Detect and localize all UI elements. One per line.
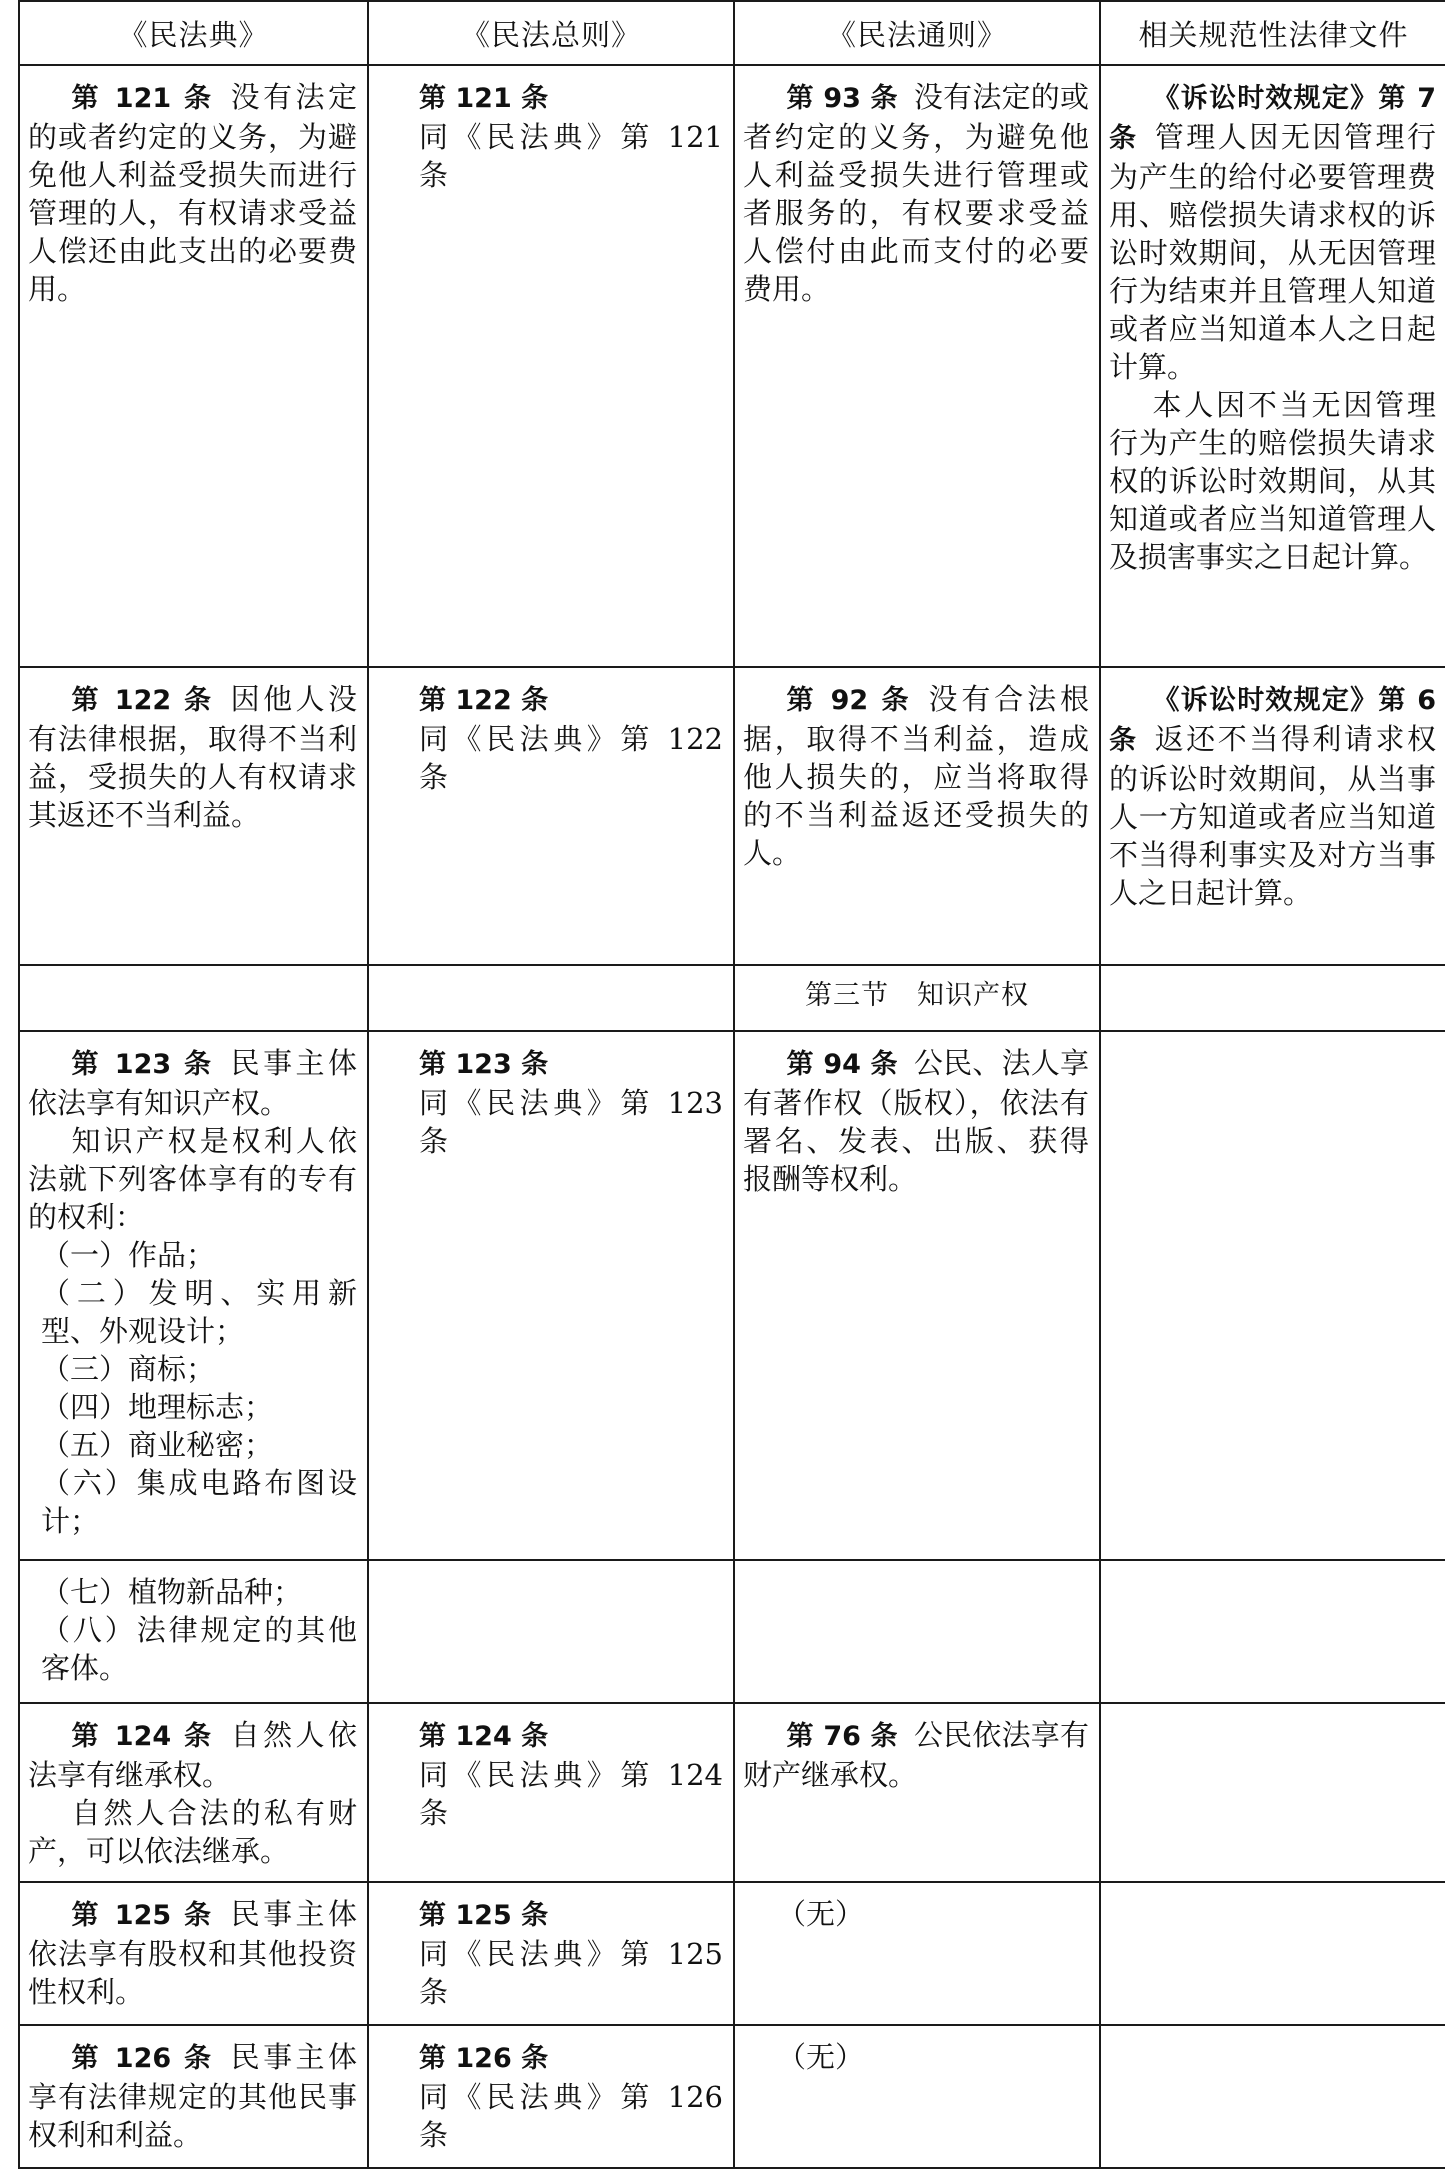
cross-reference: 同《民法典》第 123 条: [419, 1086, 723, 1158]
article-number: 第 126 条: [71, 2043, 215, 2074]
cross-reference: 同《民法典》第 126 条: [419, 2080, 723, 2152]
article-text: 知识产权是权利人依法就下列客体享有的专有的权利：: [28, 1124, 357, 1234]
list-item: （四）地理标志；: [41, 1390, 274, 1424]
table-row: [19, 667, 1445, 965]
article-number: 第 93 条: [786, 83, 898, 114]
cross-reference: 同《民法典》第 124 条: [419, 1758, 723, 1830]
cell-general-rules: [368, 1703, 734, 1882]
cell-empty: [1100, 2025, 1445, 2168]
article-number: 第 125 条: [419, 1900, 549, 1931]
cell-civil-code: [19, 1882, 368, 2025]
cell-related-documents: [1100, 667, 1445, 965]
table-row: [19, 1560, 1445, 1703]
article-number: 第 122 条: [419, 685, 549, 716]
list-item: （一）作品；: [41, 1238, 216, 1272]
article-text: 因他人没有法律根据，取得不当利益，受损失的人有权请求其返还不当利益。: [28, 682, 357, 832]
list-item: （五）商业秘密；: [41, 1428, 274, 1462]
cell-civil-code: [19, 1703, 368, 1882]
cell-general-principles: [734, 65, 1100, 667]
table-row: [19, 2025, 1445, 2168]
cell-general-rules: [368, 1882, 734, 2025]
article-text: 没有法定的或者约定的义务，为避免他人利益受损失而进行管理的人，有权请求受益人偿还由此支出的必要费用。: [28, 80, 357, 306]
list-item: （七）植物新品种；: [41, 1575, 303, 1609]
cell-general-principles: [734, 1703, 1100, 1882]
cell-related-documents: [1100, 65, 1445, 667]
article-number: 第 126 条: [419, 2043, 549, 2074]
document-text: 返还不当得利请求权的诉讼时效期间，从当事人一方知道或者应当知道不当得利事实及对方当事人之日起计算。: [1109, 722, 1436, 910]
article-number: 第 123 条: [71, 1049, 215, 1080]
cell-empty: [1100, 1031, 1445, 1560]
header-row: [19, 1, 1445, 65]
cell-civil-code: [19, 667, 368, 965]
cell-empty: [19, 965, 368, 1031]
cross-reference: 同《民法典》第 125 条: [419, 1937, 723, 2009]
cell-general-rules: [368, 65, 734, 667]
document-text: 管理人因无因管理行为产生的给付必要管理费用、赔偿损失请求权的诉讼时效期间，从无因管理行为结束并且管理人知道或者应当知道本人之日起计算。: [1109, 120, 1436, 384]
article-number: 第 125 条: [71, 1900, 215, 1931]
document-reference: 《诉讼时效规定》第 7 条: [1109, 83, 1436, 154]
list-item: （二）发明、实用新型、外观设计；: [41, 1276, 357, 1348]
table-row: [19, 1703, 1445, 1882]
cell-civil-code: [19, 65, 368, 667]
article-text: 自然人合法的私有财产，可以依法继承。: [28, 1796, 357, 1868]
cell-empty: [1100, 1560, 1445, 1703]
document-text: 本人因不当无因管理行为产生的赔偿损失请求权的诉讼时效期间，从其知道或者应当知道管理人及损害事实之日起计算。: [1109, 388, 1436, 574]
article-text: 没有合法根据，取得不当利益，造成他人损失的，应当将取得的不当利益返还受损失的人。: [743, 682, 1089, 870]
article-text: 公民依法享有财产继承权。: [743, 1718, 1089, 1792]
article-number: 第 92 条: [786, 685, 913, 716]
section-row: [19, 965, 1445, 1031]
cell-empty: [1100, 1882, 1445, 2025]
article-number: 第 121 条: [71, 83, 215, 114]
cell-general-rules: [368, 1031, 734, 1560]
article-number: 第 124 条: [419, 1721, 549, 1752]
cell-general-rules: [368, 2025, 734, 2168]
article-text: 公民、法人享有著作权（版权），依法有署名、发表、出版、获得报酬等权利。: [743, 1046, 1089, 1196]
cell-general-principles: [734, 667, 1100, 965]
cell-empty: [1100, 1703, 1445, 1882]
article-text: 民事主体享有法律规定的其他民事权利和利益。: [28, 2040, 357, 2152]
section-title: 第三节 知识产权: [805, 980, 1029, 1011]
header-civil-code: 《民法典》: [19, 1, 368, 65]
cross-reference: 同《民法典》第 122 条: [419, 722, 723, 794]
cell-section-title: [734, 965, 1100, 1031]
article-number: 第 124 条: [71, 1721, 215, 1752]
none-marker: （无）: [777, 2040, 865, 2074]
none-marker: （无）: [777, 1897, 865, 1931]
header-general-rules: 《民法总则》: [368, 1, 734, 65]
cell-general-principles: [734, 1031, 1100, 1560]
list-item: （六）集成电路布图设计；: [41, 1466, 357, 1538]
cell-general-rules: [368, 667, 734, 965]
cell-empty: [368, 965, 734, 1031]
document-page: [18, 0, 1445, 2175]
article-text: 没有法定的或者约定的义务，为避免他人利益受损失进行管理或者服务的，有权要求受益人偿付由此而支付的必要费用。: [743, 80, 1089, 306]
cell-civil-code: [19, 1031, 368, 1560]
cross-reference: 同《民法典》第 121 条: [419, 120, 723, 192]
list-item: （八）法律规定的其他客体。: [41, 1613, 357, 1685]
list-item: （三）商标；: [41, 1352, 216, 1386]
article-number: 第 122 条: [71, 685, 215, 716]
cell-empty: [368, 1560, 734, 1703]
article-number: 第 94 条: [786, 1049, 898, 1080]
header-general-principles: 《民法通则》: [734, 1, 1100, 65]
article-number: 第 123 条: [419, 1049, 549, 1080]
cell-civil-code: [19, 1560, 368, 1703]
article-text: 民事主体依法享有股权和其他投资性权利。: [28, 1897, 357, 2009]
document-reference: 《诉讼时效规定》第 6 条: [1109, 685, 1436, 756]
table-row: [19, 1882, 1445, 2025]
article-number: 第 76 条: [786, 1721, 898, 1752]
article-text: 民事主体依法享有知识产权。: [28, 1046, 357, 1120]
table-row: [19, 65, 1445, 667]
cell-general-principles: [734, 1882, 1100, 2025]
article-text: 自然人依法享有继承权。: [28, 1718, 357, 1792]
article-number: 第 121 条: [419, 83, 549, 114]
header-related-documents: 相关规范性法律文件: [1100, 1, 1445, 65]
cell-general-principles: [734, 2025, 1100, 2168]
cell-civil-code: [19, 2025, 368, 2168]
cell-empty: [1100, 965, 1445, 1031]
law-comparison-table: [18, 0, 1445, 2169]
cell-empty: [734, 1560, 1100, 1703]
table-row: [19, 1031, 1445, 1560]
